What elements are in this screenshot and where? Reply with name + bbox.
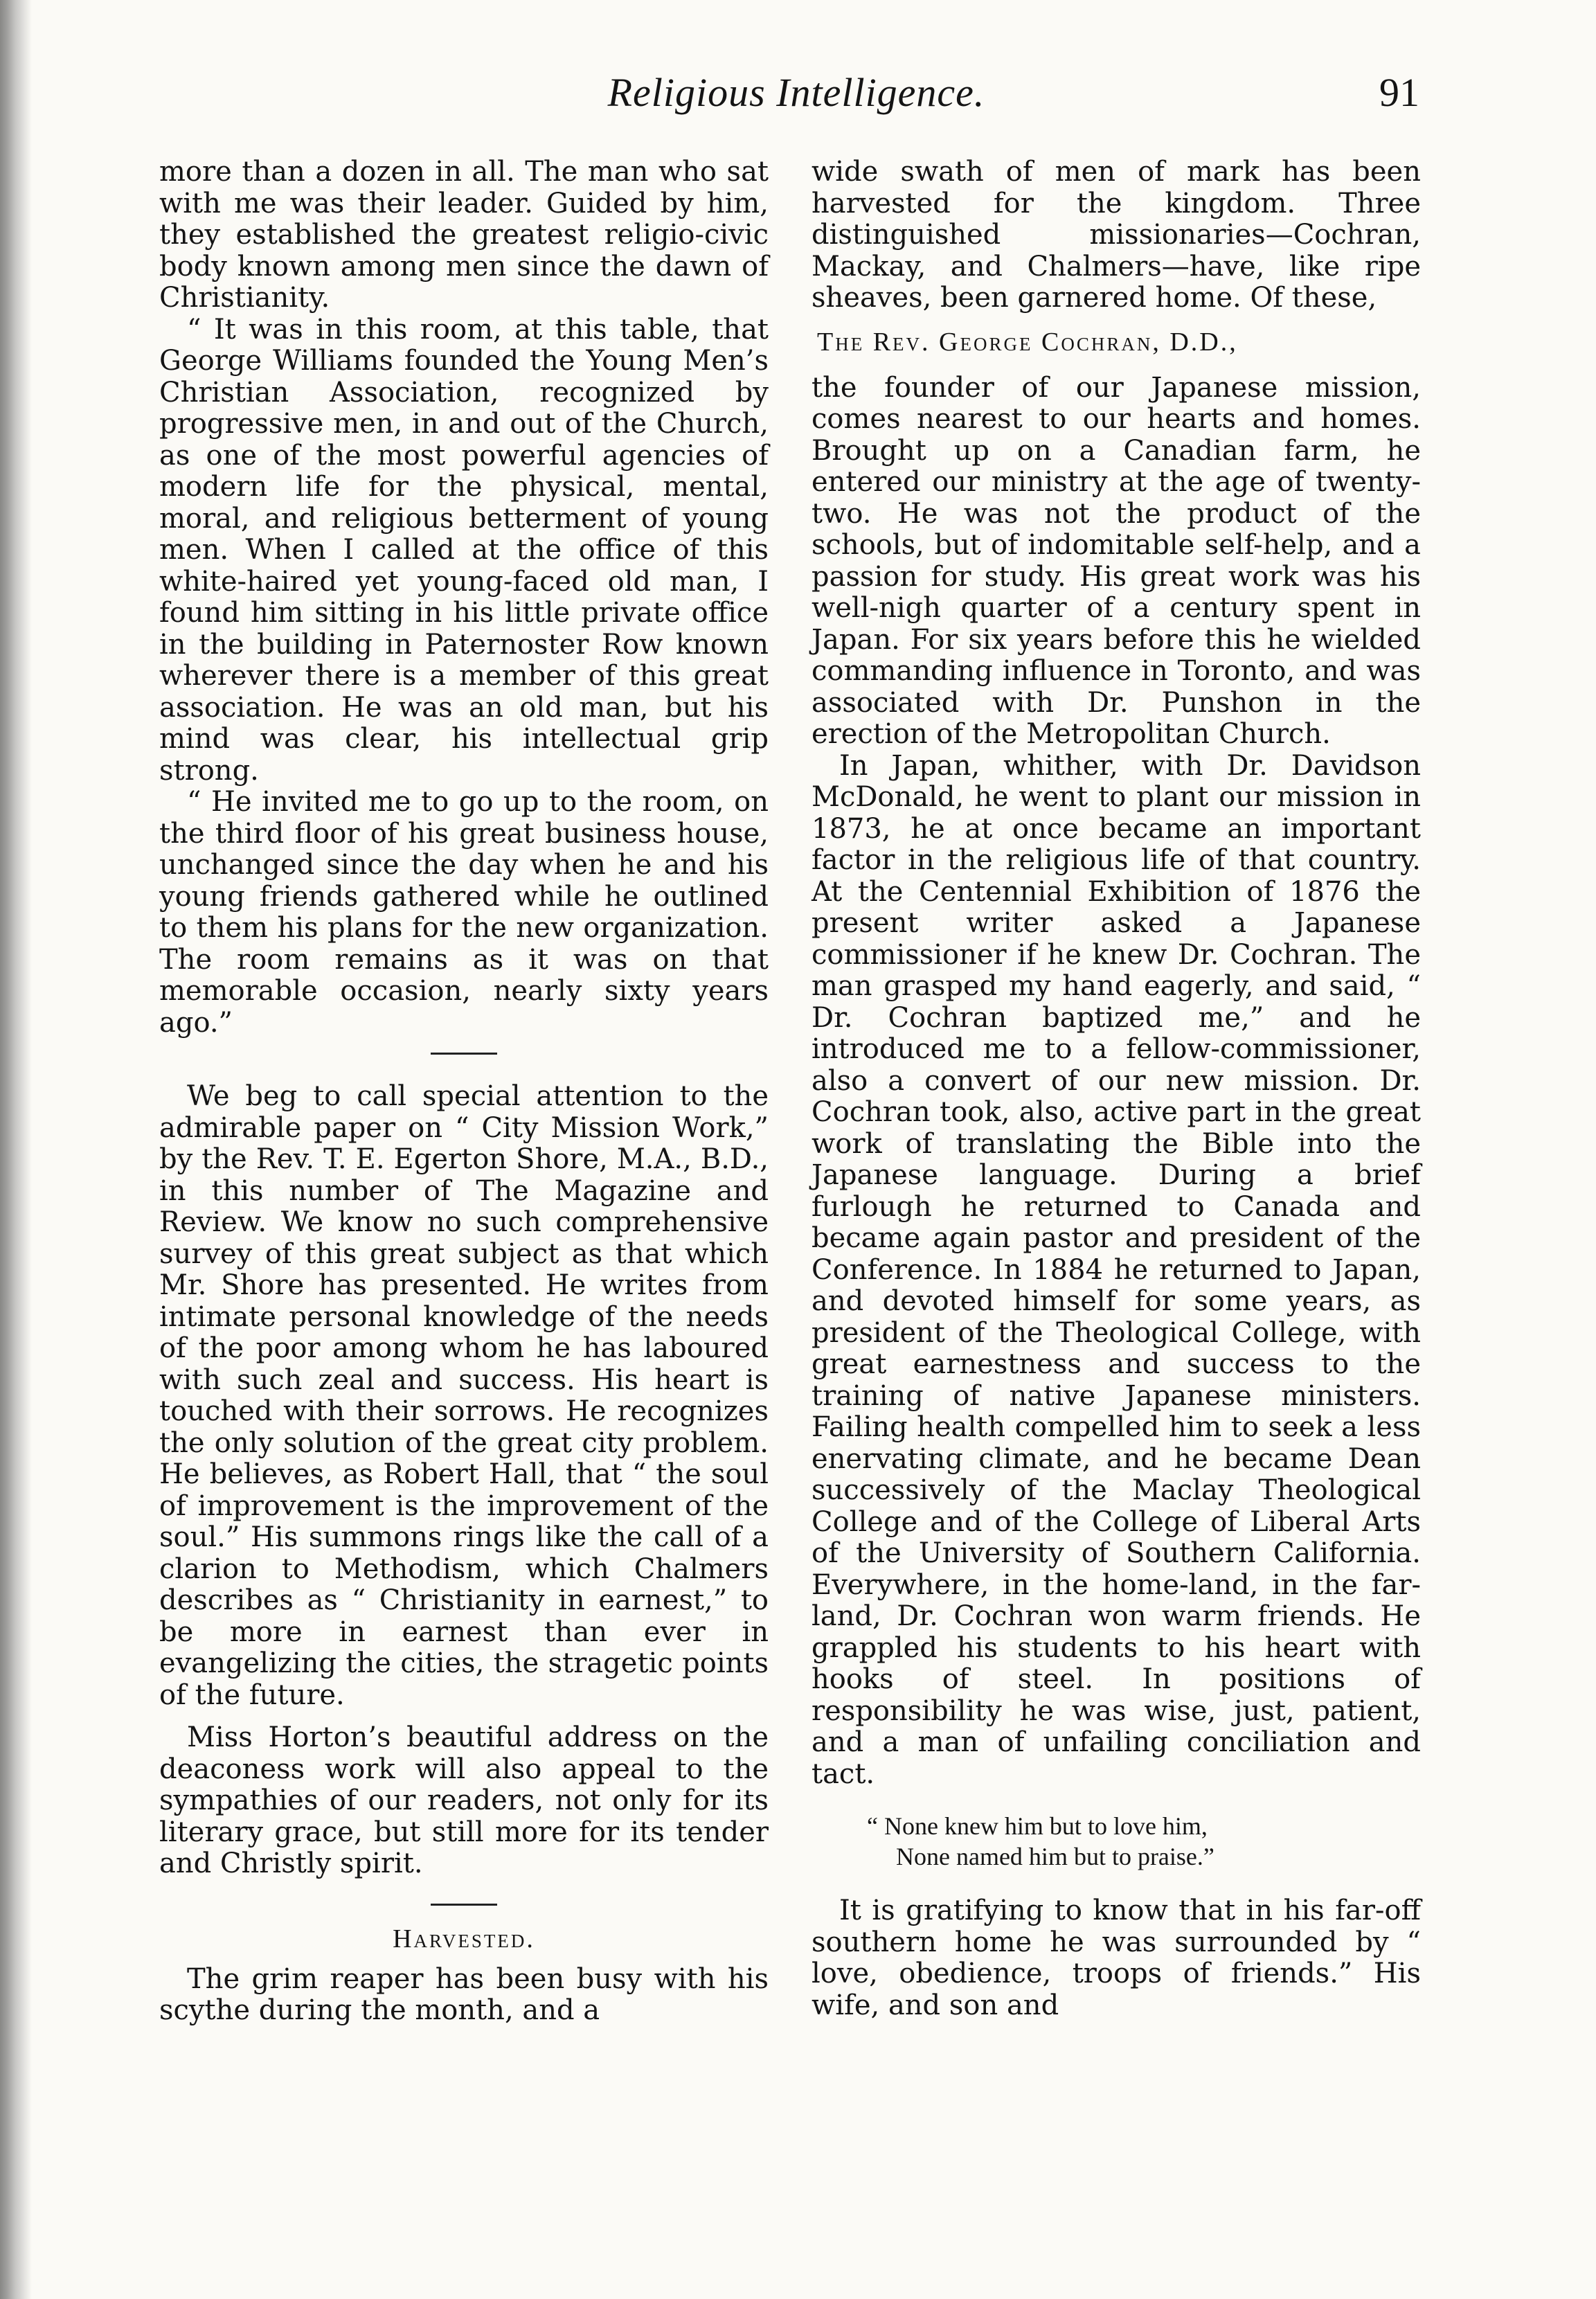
- paragraph: Miss Horton’s beautiful address on the deaconess work will also appeal to the sympathies of our readers, not only for its literary grace, but still more for its tender and Christly spirit.: [159, 1721, 769, 1879]
- verse-line: “ None knew him but to love him,: [867, 1812, 1208, 1840]
- page-number: 91: [1379, 70, 1419, 115]
- section-heading-harvested: Harvested.: [393, 1924, 535, 1953]
- subheading-rev-george-cochran: The Rev. George Cochran, D.D.,: [817, 327, 1238, 357]
- paragraph: In Japan, whither, with Dr. Davidson McDonald, he went to plant our mission in 1873, he at once became an important factor in the religious life of that country. At the Centennial Exhibition of 1876 the present writer asked a Japanese commissioner if he knew Dr. Cochran. The man grasped my hand eagerly, and said, “ Dr. Cochran baptized me,” and he introduced me to a fellow-commissioner, also a convert of our new mission. Dr. Cochran took, also, active part in the great work of translating the Bible into the Japanese language. During a brief furlough he returned to Canada and became again pastor and president of the Conference. In 1884 he returned to Japan, and devoted himself for some years, as president of the Theological College, with great earnestness and success to the training of native Japanese ministers. Failing health compelled him to seek a less enervating climate, and he became Dean successively of the Maclay Theological College and of the College of Liberal Arts of the University of Southern California. Everywhere, in the home-land, in the far-land, Dr. Cochran won warm friends. He grappled his students to his heart with hooks of steel. In positions of responsibility he was wise, just, patient, and a man of unfailing conciliation and tact.: [812, 749, 1421, 1790]
- paragraph: more than a dozen in all. The man who sat with me was their leader. Guided by him, they established the greatest religio-civic body known among men since the dawn of Christianity.: [159, 156, 769, 314]
- section-divider: [431, 1053, 497, 1055]
- verse-line: None named him but to praise.”: [896, 1843, 1214, 1870]
- right-column: [812, 156, 1421, 2021]
- paragraph: We beg to call special attention to the admirable paper on “ City Mission Work,” by the Rev. T. E. Egerton Shore, M.A., B.D., in this number of The Magazine and Review. We know no such comprehensive survey of this great subject as that which Mr. Shore has presented. He writes from intimate personal knowledge of the needs of the poor among whom he has laboured with such zeal and success. His heart is touched with their sorrows. He recognizes the only solution of the great city problem. He believes, as Robert Hall, that “ the soul of improvement is the improvement of the soul.” His summons rings like the call of a clarion to Methodism, which Chalmers describes as “ Christianity in earnest,” to be more in earnest than ever in evangelizing the cities, the stragetic points of the future.: [159, 1080, 769, 1711]
- verse-quote: [812, 1811, 1421, 1872]
- paragraph: The grim reaper has been busy with his scythe during the month, and a: [159, 1962, 769, 2026]
- paragraph: the founder of our Japanese mission, comes nearest to our hearts and homes. Brought up on a Canadian farm, he entered our ministry at the age of twenty-two. He was not the product of the schools, but of indomitable self-help, and a passion for study. His great work was his well-nigh quarter of a century spent in Japan. For six years before this he wielded commanding influence in Toronto, and was associated with Dr. Punshon in the erection of the Metropolitan Church.: [812, 371, 1421, 750]
- paragraph: “ He invited me to go up to the room, on the third floor of his great business house, unchanged since the day when he and his young friends gathered while he outlined to them his plans for the new organization. The room remains as it was on that memorable occasion, nearly sixty years ago.”: [159, 786, 769, 1039]
- paragraph: It is gratifying to know that in his far-off southern home he was surrounded by “ love, obedience, troops of friends.” His wife, and son and: [812, 1895, 1421, 2021]
- paragraph: wide swath of men of mark has been harvested for the kingdom. Three distinguished missionaries—Cochran, Mackay, and Chalmers—have, like ripe sheaves, been garnered home. Of these,: [812, 156, 1421, 314]
- running-header-title: Religious Intelligence.: [607, 70, 985, 115]
- page-binding-edge: [0, 0, 32, 2299]
- paragraph: “ It was in this room, at this table, that George Williams founded the Young Men’s Christian Association, recognized by progressive men, in and out of the Church, as one of the most powerful agencies of modern life for the physical, mental, moral, and religious betterment of young men. When I called at the office of this white-haired yet young-faced old man, I found him sitting in his little private office in the building in Paternoster Row known wherever there is a member of this great association. He was an old man, but his mind was clear, his intellectual grip strong.: [159, 313, 769, 787]
- section-divider: [431, 1904, 497, 1906]
- left-column: [159, 156, 769, 2027]
